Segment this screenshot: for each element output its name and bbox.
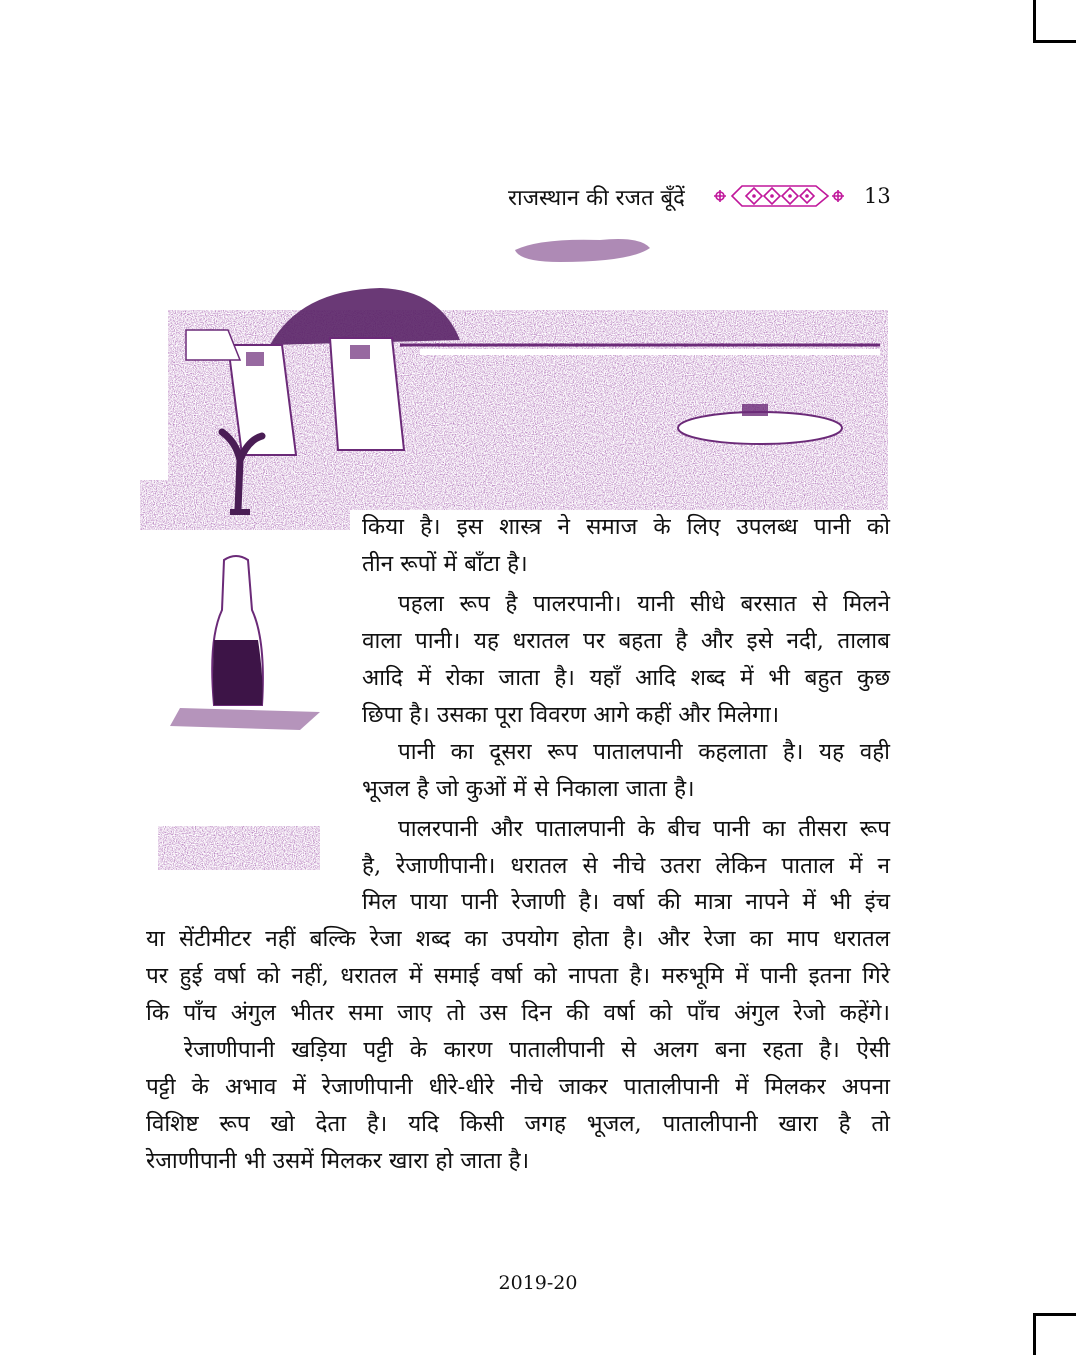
page-number: 13 [864,184,891,208]
text-line: रेजाणीपानी भी उसमें मिलकर खारा हो जाता है। [146,1148,530,1174]
text-line: आदि में रोका जाता है। यहाँ आदि शब्द में भी बहुत कुछ [362,665,890,691]
text-line: तीन रूपों में बाँटा है। [362,551,528,577]
text-line: मिल पाया पानी रेजाणी है। वर्षा की मात्रा नापने में भी इंच [362,889,890,915]
text-line: पानी का दूसरा रूप पातालपानी कहलाता है। यह वही [398,739,890,765]
text-line: छिपा है। उसका पूरा विवरण आगे कहीं और मिलेगा। [362,702,780,728]
text-line: पालरपानी और पातालपानी के बीच पानी का तीसरा रूप [398,816,890,842]
text-line: पर हुई वर्षा को नहीं, धरातल में समाई वर्षा को नापता है। मरुभूमि में पानी इतना गिरे [146,963,890,989]
text-line: विशिष्ट रूप खो देता है। यदि किसी जगह भूजल, पातालीपानी खारा है तो [146,1111,890,1137]
book-title: राजस्थान की रजत बूँदें [508,186,685,211]
text-line: है, रेजाणीपानी। धरातल से नीचे उतरा लेकिन पाताल में न [362,853,890,879]
text-line: वाला पानी। यह धरातल पर बहता है और इसे नदी, तालाब [362,628,890,654]
text-line: पहला रूप है पालरपानी। यानी सीधे बरसात से मिलने [398,591,890,617]
text-line: पट्टी के अभाव में रेजाणीपानी धीरे-धीरे नीचे जाकर पातालीपानी में मिलकर अपना [146,1074,890,1100]
footer-year: 2019-20 [498,1272,578,1294]
text-line: किया है। इस शास्त्र ने समाज के लिए उपलब्ध पानी को [362,514,890,540]
text-line: या सेंटीमीटर नहीं बल्कि रेजा शब्द का उपयोग होता है। और रेजा का माप धरातल [146,926,890,952]
text-line: रेजाणीपानी खड़िया पट्टी के कारण पातालीपानी से अलग बना रहता है। ऐसी [184,1037,890,1063]
text-line: भूजल है जो कुओं में से निकाला जाता है। [362,776,695,802]
text-line: कि पाँच अंगुल भीतर समा जाए तो उस दिन की वर्षा को पाँच अंगुल रेजो कहेंगे। [146,1000,890,1026]
